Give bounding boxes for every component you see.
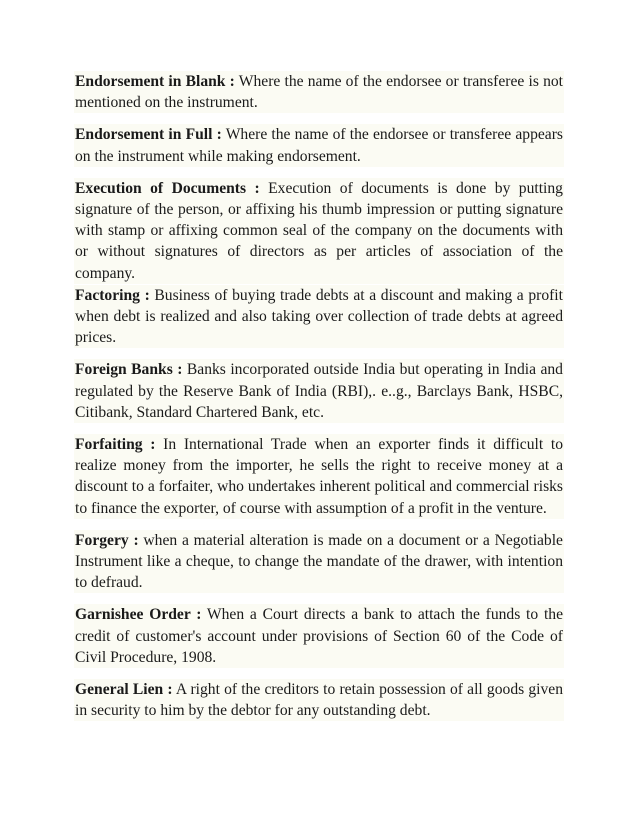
glossary-entry-execution-of-documents <box>74 178 564 284</box>
entry-definition: A right of the creditors to retain possession of all goods given in security to him by the debtor for any outstanding debt. <box>75 681 563 720</box>
glossary-entry-endorsement-in-full <box>74 124 564 166</box>
entry-definition: In International Trade when an exporter finds it difficult to realize money from the importer, he sells the right to receive money at a discount to a forfaiter, who undertakes inherent political and commercial risks to finance the exporter, of course with assumption of a profit in the venture. <box>75 436 563 517</box>
entry-term: Forfaiting : <box>75 436 156 454</box>
entry-definition: Where the name of the endorsee or transferee is not mentioned on the instrument. <box>75 73 563 112</box>
glossary-page <box>74 71 564 721</box>
glossary-entry-foreign-banks <box>74 359 564 423</box>
entry-definition: when a material alteration is made on a document or a Negotiable Instrument like a cheque, to change the mandate of the drawer, with intention to defraud. <box>75 531 563 592</box>
glossary-entry-factoring <box>74 285 564 349</box>
entry-definition: Business of buying trade debts at a discount and making a profit when debt is realized and also taking over collection of trade debts at agreed prices. <box>75 286 563 347</box>
entry-term: Execution of Documents : <box>75 179 260 197</box>
glossary-entry-forgery <box>74 530 564 594</box>
entry-term: Foreign Banks : <box>75 361 183 379</box>
entry-definition: Execution of documents is done by putting signature of the person, or affixing his thumb impression or putting signature with stamp or affixing common seal of the company on the documents with or without signatures of directors as per articles of association of the company. <box>75 179 563 282</box>
entry-term: General Lien : <box>75 681 173 699</box>
entry-definition: Where the name of the endorsee or transferee appears on the instrument while making endorsement. <box>75 126 563 165</box>
entry-definition: When a Court directs a bank to attach the funds to the credit of customer's account under provisions of Section 60 of the Code of Civil Procedure, 1908. <box>75 606 563 666</box>
entry-term: Endorsement in Full : <box>75 126 222 144</box>
entry-term: Forgery : <box>75 531 139 549</box>
glossary-entry-garnishee-order <box>74 604 564 668</box>
entry-term: Factoring : <box>75 286 150 304</box>
entry-term: Endorsement in Blank : <box>75 73 235 90</box>
glossary-entry-general-lien <box>74 679 564 721</box>
entry-definition: Banks incorporated outside India but operating in India and regulated by the Reserve Bank of India (RBI),. e..g., Barclays Bank, HSBC, Citibank, Standard Chartered Bank, etc. <box>75 361 563 421</box>
entry-term: Garnishee Order : <box>75 606 202 624</box>
glossary-entry-forfaiting <box>74 434 564 519</box>
glossary-entry-endorsement-in-blank <box>74 71 564 113</box>
